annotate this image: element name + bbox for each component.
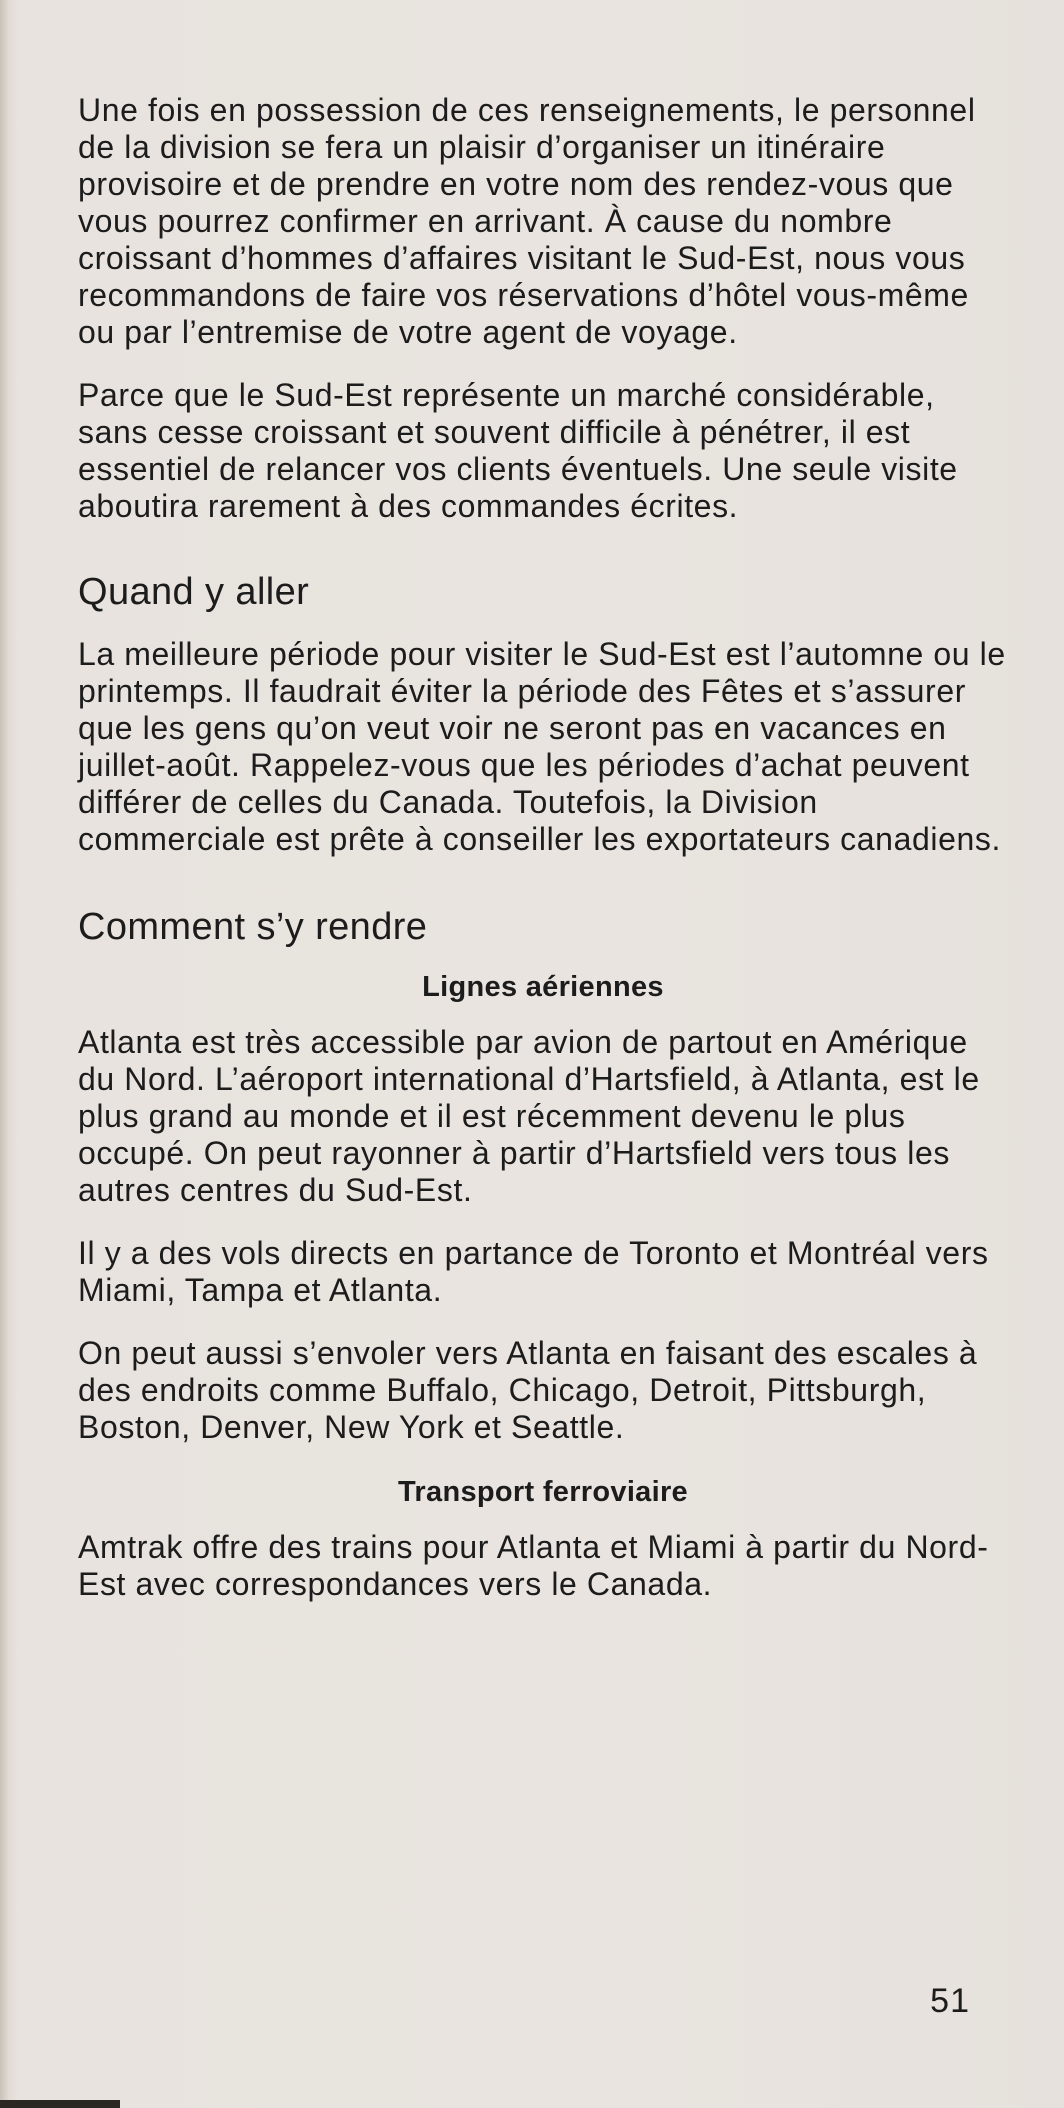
section-title-quand: Quand y aller <box>78 571 310 613</box>
air-paragraph-3: On peut aussi s’envoler vers Atlanta en faisant des escales à des endroits comme Buffalo, Chicago, Detroit, Pittsburgh, Boston, Denver, New York et Seattle. <box>78 1335 978 1445</box>
intro-paragraph-1: Une fois en possession de ces renseignements, le personnel de la division se fera un plaisir d’organiser un itinéraire provisoire et de prendre en votre nom des rendez-vous que vous pourrez confirmer en arrivant. À cause du nombre croissant d’hommes d’affaires visitant le Sud-Est, nous vous recommandons de faire vos réservations d’hôtel vous-même ou par l’entremise de votre agent de voyage. <box>78 92 976 350</box>
page-gutter <box>0 0 10 2108</box>
intro-paragraph-2: Parce que le Sud-Est représente un marché considérable, sans cesse croissant et souvent difficile à pénétrer, il est essentiel de relancer vos clients éventuels. Une seule visite aboutira rarement à des commandes écrites. <box>78 377 958 524</box>
subheading-rail: Transport ferroviaire <box>398 1476 688 1508</box>
section-title-comment: Comment s’y rendre <box>78 906 428 948</box>
air-paragraph-2: Il y a des vols directs en partance de Toronto et Montréal vers Miami, Tampa et Atlanta. <box>78 1235 989 1308</box>
quand-paragraph: La meilleure période pour visiter le Sud-Est est l’automne ou le printemps. Il faudrait éviter la période des Fêtes et s’assurer que les gens qu’on veut voir ne seront pas en vacances en juillet-août. Rappelez-vous que les périodes d’achat peuvent différer de celles du Canada. Toutefois, la Division commerciale est prête à conseiller les exportateurs canadiens. <box>78 636 1006 857</box>
page-number: 51 <box>930 1982 970 2020</box>
air-paragraph-1: Atlanta est très accessible par avion de partout en Amérique du Nord. L’aéroport international d’Hartsfield, à Atlanta, est le plus grand au monde et il est récemment devenu le plus occupé. On peut rayonner à partir d’Hartsfield vers tous les autres centres du Sud-Est. <box>78 1024 980 1208</box>
subheading-air: Lignes aériennes <box>422 971 664 1003</box>
page-content <box>78 92 1008 1629</box>
rail-paragraph: Amtrak offre des trains pour Atlanta et Miami à partir du Nord-Est avec correspondances vers le Canada. <box>78 1529 989 1602</box>
page-bottom-edge <box>0 2100 120 2108</box>
